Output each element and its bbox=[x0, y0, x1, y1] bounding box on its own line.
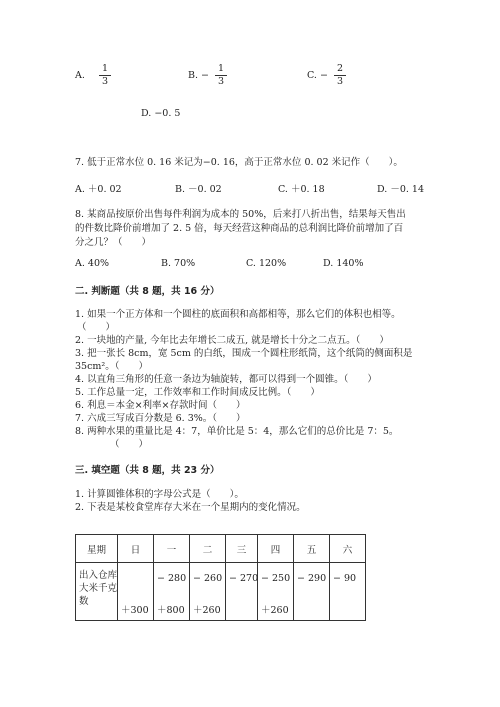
q6-option-a-fraction bbox=[99, 64, 111, 87]
section2-heading: 二. 判断题（共 8 题，共 16 分） bbox=[75, 286, 220, 297]
q6-option-c-label: C. − bbox=[307, 70, 328, 81]
fraction-denominator: 3 bbox=[217, 76, 225, 87]
q6-option-a-label: A. bbox=[75, 70, 85, 81]
judge-item: 1. 如果一个正方体和一个圆柱的底面积和高都相等，那么它们的体积也相等。 bbox=[75, 309, 401, 320]
cell-bottom-value: ＋300 bbox=[121, 605, 149, 616]
cell-bottom-value: ＋260 bbox=[261, 605, 289, 616]
judge-item: （ ） bbox=[77, 322, 116, 333]
q7-option-d: D. －0. 14 bbox=[377, 184, 424, 195]
q7-option-c: C. ＋0. 18 bbox=[278, 184, 325, 195]
q7-option-b: B. －0. 02 bbox=[175, 184, 222, 195]
header-cell: 五 bbox=[294, 535, 330, 563]
table-cell bbox=[330, 563, 366, 621]
section3-heading: 三. 填空题（共 8 题，共 23 分） bbox=[75, 465, 220, 476]
judge-item: 6. 利息＝本金×利率×存款时间（ ） bbox=[75, 400, 246, 411]
table-cell bbox=[154, 563, 190, 621]
q8-text-line1: 8. 某商品按原价出售每件利润为成本的 50%，后来打八折出售，结果每天售出 bbox=[75, 209, 406, 220]
fraction-numerator: 1 bbox=[217, 63, 225, 74]
cell-top-value: − 250 bbox=[261, 573, 291, 584]
q6-option-b-label: B. − bbox=[188, 70, 209, 81]
fraction-numerator: 1 bbox=[101, 63, 109, 74]
rice-stock-table bbox=[75, 534, 366, 621]
cell-top-value: − 90 bbox=[333, 573, 357, 584]
judge-item: 3. 把一张长 8cm，宽 5cm 的白纸，围成一个圆柱形纸筒，这个纸筒的侧面积是 bbox=[75, 348, 413, 359]
row-label: 出入仓库大米千克数 bbox=[79, 570, 118, 607]
q8-option-b: B. 70% bbox=[161, 258, 196, 269]
table-cell bbox=[226, 563, 258, 621]
cell-bottom-value: ＋800 bbox=[157, 605, 185, 616]
cell-top-value: − 290 bbox=[297, 573, 327, 584]
judge-item: 8. 两种水果的重量比是 4：7，单价比是 5：4，那么它们的总价比是 7：5。 bbox=[75, 426, 399, 437]
table-row bbox=[76, 563, 366, 621]
q8-option-d: D. 140% bbox=[323, 258, 364, 269]
header-cell: 四 bbox=[258, 535, 294, 563]
cell-top-value: − 260 bbox=[193, 573, 223, 584]
fill-question-2: 2. 下表是某校食堂库存大米在一个星期内的变化情况。 bbox=[75, 502, 306, 513]
q7-text: 7. 低于正常水位 0. 16 米记为−0. 16，高于正常水位 0. 02 米记作（ ）。 bbox=[75, 157, 403, 168]
judge-item: 5. 工作总量一定，工作效率和工作时间成反比例。（ ） bbox=[75, 387, 320, 398]
header-cell: 三 bbox=[226, 535, 258, 563]
fill-question-1: 1. 计算圆锥体积的字母公式是（ ）。 bbox=[75, 489, 244, 500]
table-header-row bbox=[76, 535, 366, 563]
judge-item: 35cm²。（ ） bbox=[75, 361, 148, 372]
q8-text-line2: 的件数比降价前增加了 2. 5 倍，每天经营这种商品的总利润比降价前增加了百 bbox=[75, 223, 404, 234]
fraction-denominator: 3 bbox=[101, 76, 109, 87]
header-cell: 二 bbox=[190, 535, 226, 563]
cell-top-value: − 280 bbox=[157, 573, 187, 584]
q7-option-a: A. ＋0. 02 bbox=[75, 184, 122, 195]
q8-option-a: A. 40% bbox=[75, 258, 110, 269]
q8-text-line3: 分之几？（ ） bbox=[75, 237, 152, 248]
header-cell: 一 bbox=[154, 535, 190, 563]
fraction-numerator: 2 bbox=[336, 63, 344, 74]
table-cell bbox=[118, 563, 154, 621]
cell-bottom-value: ＋260 bbox=[193, 605, 221, 616]
judge-item: 2. 一块地的产量, 今年比去年增长二成五, 就是增长十分之二点五。（ ） bbox=[75, 335, 389, 346]
cell-top-value: − 270 bbox=[229, 573, 259, 584]
table-cell bbox=[190, 563, 226, 621]
q6-option-d: D. −0. 5 bbox=[141, 108, 181, 119]
q6-option-c-fraction bbox=[334, 64, 346, 87]
judge-item: 7. 六成三写成百分数是 6. 3%。（ ） bbox=[75, 413, 246, 424]
fraction-denominator: 3 bbox=[336, 76, 344, 87]
q6-option-b-fraction bbox=[215, 64, 227, 87]
table-cell bbox=[294, 563, 330, 621]
header-cell: 六 bbox=[330, 535, 366, 563]
header-cell: 日 bbox=[118, 535, 154, 563]
row-label-cell bbox=[76, 563, 118, 621]
q8-option-c: C. 120% bbox=[246, 258, 287, 269]
judge-item: 4. 以直角三角形的任意一条边为轴旋转，都可以得到一个圆锥。（ ） bbox=[75, 374, 377, 385]
judge-item: （ ） bbox=[110, 439, 149, 450]
header-cell: 星期 bbox=[76, 535, 118, 563]
table-cell bbox=[258, 563, 294, 621]
